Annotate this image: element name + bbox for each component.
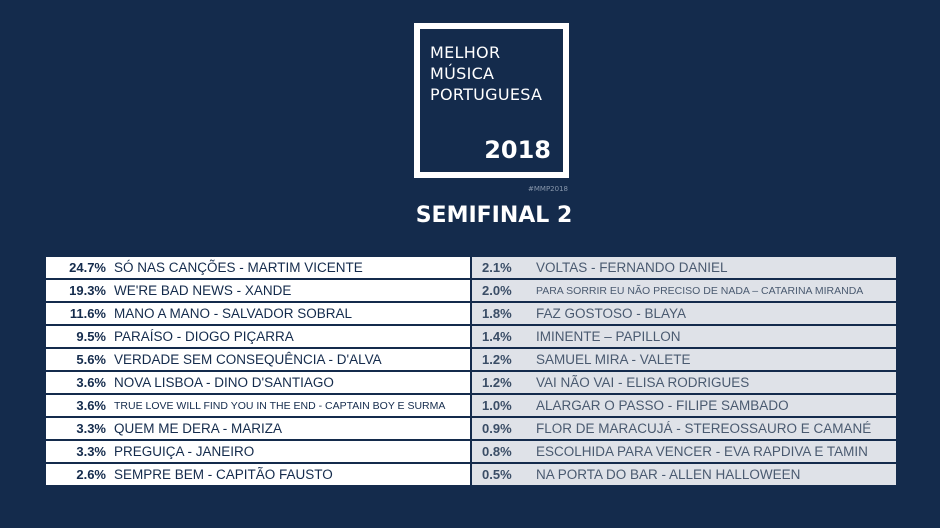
song-title: ALARGAR O PASSO - FILIPE SAMBADO bbox=[536, 398, 789, 413]
table-row-right bbox=[472, 257, 896, 278]
logo-line-1: MELHOR bbox=[430, 43, 501, 62]
table-row-left bbox=[46, 464, 470, 485]
table-row-left bbox=[46, 441, 470, 462]
song-title: IMINENTE – PAPILLON bbox=[536, 329, 681, 344]
vote-percent: 9.5% bbox=[76, 329, 106, 344]
table-row-right bbox=[472, 280, 896, 301]
song-title: WE'RE BAD NEWS - XANDE bbox=[114, 283, 292, 298]
song-title: SEMPRE BEM - CAPITÃO FAUSTO bbox=[114, 467, 333, 482]
song-title: FAZ GOSTOSO - BLAYA bbox=[536, 306, 687, 321]
logo-year: 2018 bbox=[484, 136, 551, 164]
table-row-left bbox=[46, 257, 470, 278]
vote-percent: 1.2% bbox=[482, 352, 512, 367]
table-row-left bbox=[46, 303, 470, 324]
table-row-right bbox=[472, 372, 896, 393]
song-title: VOLTAS - FERNANDO DANIEL bbox=[536, 260, 728, 275]
vote-percent: 11.6% bbox=[69, 306, 106, 321]
results-table bbox=[45, 255, 897, 485]
vote-percent: 3.6% bbox=[76, 398, 106, 413]
song-title: ESCOLHIDA PARA VENCER - EVA RAPDIVA E TAMIN bbox=[536, 444, 868, 459]
table-row-right bbox=[472, 326, 896, 347]
song-title: PARAÍSO - DIOGO PIÇARRA bbox=[114, 329, 294, 344]
song-title: SÓ NAS CANÇÕES - MARTIM VICENTE bbox=[114, 260, 363, 275]
table-row-right bbox=[472, 349, 896, 370]
vote-percent: 24.7% bbox=[69, 260, 106, 275]
song-title: NOVA LISBOA - DINO D'SANTIAGO bbox=[114, 375, 334, 390]
page-title: SEMIFINAL 2 bbox=[415, 203, 573, 228]
vote-percent: 2.1% bbox=[482, 260, 512, 275]
song-title: NA PORTA DO BAR - ALLEN HALLOWEEN bbox=[536, 467, 801, 482]
song-title: QUEM ME DERA - MARIZA bbox=[114, 421, 283, 436]
vote-percent: 1.4% bbox=[482, 329, 512, 344]
vote-percent: 2.0% bbox=[482, 283, 512, 298]
vote-percent: 0.8% bbox=[482, 444, 512, 459]
vote-percent: 3.3% bbox=[76, 421, 106, 436]
table-row-left bbox=[46, 395, 470, 416]
table-row-right bbox=[472, 395, 896, 416]
vote-percent: 2.6% bbox=[76, 467, 106, 482]
song-title: MANO A MANO - SALVADOR SOBRAL bbox=[114, 306, 353, 321]
logo-line-3: PORTUGUESA bbox=[430, 85, 543, 104]
table-row-left bbox=[46, 326, 470, 347]
vote-percent: 0.5% bbox=[482, 467, 512, 482]
song-title: VERDADE SEM CONSEQUÊNCIA - D'ALVA bbox=[114, 352, 382, 367]
vote-percent: 0.9% bbox=[482, 421, 512, 436]
song-title: PARA SORRIR EU NÃO PRECISO DE NADA – CATARINA MIRANDA bbox=[536, 284, 864, 297]
vote-percent: 1.2% bbox=[482, 375, 512, 390]
table-row-right bbox=[472, 303, 896, 324]
song-title: TRUE LOVE WILL FIND YOU IN THE END - CAPTAIN BOY E SURMA bbox=[114, 399, 446, 412]
table-row-left bbox=[46, 418, 470, 439]
table-row-left bbox=[46, 372, 470, 393]
vote-percent: 3.6% bbox=[76, 375, 106, 390]
song-title: VAI NÃO VAI - ELISA RODRIGUES bbox=[536, 375, 750, 390]
vote-percent: 19.3% bbox=[69, 283, 106, 298]
song-title: SAMUEL MIRA - VALETE bbox=[536, 352, 691, 367]
table-row-right bbox=[472, 418, 896, 439]
table-row-left bbox=[46, 349, 470, 370]
table-row-right bbox=[472, 441, 896, 462]
table-row-left bbox=[46, 280, 470, 301]
table-row-right bbox=[472, 464, 896, 485]
mmp-logo bbox=[414, 23, 569, 178]
vote-percent: 5.6% bbox=[76, 352, 106, 367]
vote-percent: 3.3% bbox=[76, 444, 106, 459]
song-title: FLOR DE MARACUJÁ - STEREOSSAURO E CAMANÉ bbox=[536, 421, 872, 436]
hashtag: #MMP2018 bbox=[528, 185, 568, 193]
vote-percent: 1.8% bbox=[482, 306, 512, 321]
song-title: PREGUIÇA - JANEIRO bbox=[114, 444, 255, 459]
logo-line-2: MÚSICA bbox=[430, 64, 495, 83]
vote-percent: 1.0% bbox=[482, 398, 512, 413]
